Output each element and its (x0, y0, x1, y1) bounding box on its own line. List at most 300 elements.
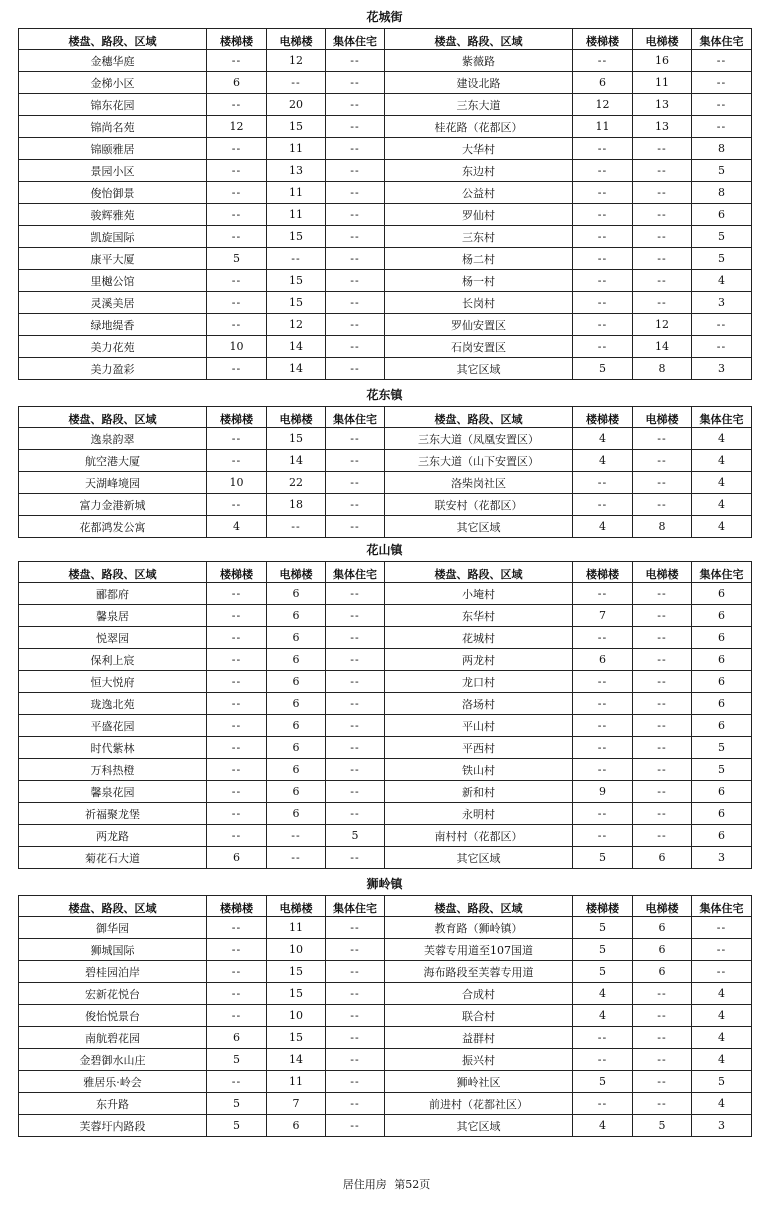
value-cell: 5 (207, 248, 267, 270)
value-cell: -- (326, 1049, 385, 1071)
value-cell: -- (633, 1093, 692, 1115)
area-name-cell: 平西村 (385, 737, 573, 759)
value-cell: -- (267, 847, 326, 869)
value-cell: -- (633, 803, 692, 825)
value-cell: -- (573, 138, 633, 160)
value-cell: 3 (692, 292, 752, 314)
value-cell: 6 (267, 781, 326, 803)
value-cell: -- (633, 472, 692, 494)
area-name-cell: 花都鸿发公寓 (19, 516, 207, 538)
value-cell: 5 (692, 160, 752, 182)
value-cell: -- (207, 50, 267, 72)
value-cell: 8 (692, 182, 752, 204)
value-cell: -- (633, 270, 692, 292)
area-name-cell: 三东大道 (385, 94, 573, 116)
value-cell: -- (207, 226, 267, 248)
table-row (19, 605, 752, 627)
value-cell: -- (633, 983, 692, 1005)
value-cell: -- (633, 693, 692, 715)
value-cell: -- (207, 1005, 267, 1027)
value-cell: -- (207, 270, 267, 292)
value-cell: -- (326, 336, 385, 358)
area-name-cell: 三东村 (385, 226, 573, 248)
area-name-cell: 骏辉雅苑 (19, 204, 207, 226)
column-header: 楼盘、路段、区域 (19, 407, 207, 428)
table-row (19, 270, 752, 292)
value-cell: 4 (692, 428, 752, 450)
table-row (19, 693, 752, 715)
value-cell: -- (573, 182, 633, 204)
value-cell: -- (573, 1027, 633, 1049)
area-name-cell: 芙蓉专用道至107国道 (385, 939, 573, 961)
value-cell: 5 (326, 825, 385, 847)
value-cell: -- (207, 627, 267, 649)
area-name-cell: 御华园 (19, 917, 207, 939)
value-cell: 4 (692, 1093, 752, 1115)
value-cell: -- (326, 715, 385, 737)
value-cell: -- (326, 693, 385, 715)
value-cell: -- (573, 671, 633, 693)
area-name-cell: 联合村 (385, 1005, 573, 1027)
value-cell: -- (326, 1115, 385, 1137)
value-cell: -- (573, 292, 633, 314)
value-cell: -- (207, 825, 267, 847)
area-name-cell: 合成村 (385, 983, 573, 1005)
area-name-cell: 凯旋国际 (19, 226, 207, 248)
value-cell: -- (207, 737, 267, 759)
table-row (19, 847, 752, 869)
section-title: 花东镇 (366, 388, 403, 402)
value-cell: 14 (267, 358, 326, 380)
area-name-cell: 东华村 (385, 605, 573, 627)
area-name-cell: 天湖峰境园 (19, 472, 207, 494)
header-row (19, 562, 752, 583)
value-cell: 4 (692, 983, 752, 1005)
value-cell: 15 (267, 270, 326, 292)
table-row (19, 917, 752, 939)
value-cell: 14 (267, 450, 326, 472)
value-cell: 6 (267, 583, 326, 605)
area-name-cell: 两龙村 (385, 649, 573, 671)
value-cell: -- (326, 226, 385, 248)
value-cell: -- (207, 428, 267, 450)
value-cell: -- (326, 248, 385, 270)
area-name-cell: 美力花苑 (19, 336, 207, 358)
area-name-cell: 时代紫林 (19, 737, 207, 759)
value-cell: -- (692, 314, 752, 336)
value-cell: -- (573, 737, 633, 759)
table-row (19, 759, 752, 781)
area-name-cell: 逸泉韵翠 (19, 428, 207, 450)
value-cell: -- (326, 759, 385, 781)
value-cell: -- (326, 983, 385, 1005)
column-header: 楼盘、路段、区域 (385, 29, 573, 50)
header-row (19, 896, 752, 917)
value-cell: 6 (267, 627, 326, 649)
value-cell: 5 (573, 1071, 633, 1093)
value-cell: -- (207, 649, 267, 671)
value-cell: -- (326, 204, 385, 226)
value-cell: -- (633, 494, 692, 516)
table-row (19, 737, 752, 759)
area-name-cell: 金梯小区 (19, 72, 207, 94)
area-name-cell: 建设北路 (385, 72, 573, 94)
table-row (19, 50, 752, 72)
section-huadong (18, 388, 751, 538)
value-cell: 6 (633, 917, 692, 939)
area-name-cell: 康平大厦 (19, 248, 207, 270)
section-title: 花城街 (366, 10, 403, 24)
value-cell: 4 (573, 516, 633, 538)
value-cell: 6 (267, 759, 326, 781)
area-name-cell: 碧桂园泊岸 (19, 961, 207, 983)
area-name-cell: 罗仙村 (385, 204, 573, 226)
area-name-cell: 狮城国际 (19, 939, 207, 961)
value-cell: 14 (633, 336, 692, 358)
header-row (19, 29, 752, 50)
column-header: 集体住宅 (326, 562, 385, 583)
table-row (19, 671, 752, 693)
value-cell: 9 (573, 781, 633, 803)
value-cell: 5 (692, 1071, 752, 1093)
value-cell: -- (573, 1093, 633, 1115)
column-header: 集体住宅 (326, 407, 385, 428)
column-header: 电梯楼 (267, 407, 326, 428)
value-cell: -- (326, 605, 385, 627)
column-header: 集体住宅 (326, 896, 385, 917)
area-name-cell: 锦颐雅居 (19, 138, 207, 160)
section-huashan (18, 543, 751, 869)
value-cell: -- (573, 715, 633, 737)
value-cell: -- (692, 939, 752, 961)
table-row (19, 1093, 752, 1115)
table-row (19, 715, 752, 737)
value-cell: 4 (573, 450, 633, 472)
area-name-cell: 景园小区 (19, 160, 207, 182)
area-name-cell: 灵溪美居 (19, 292, 207, 314)
column-header: 楼盘、路段、区域 (385, 562, 573, 583)
column-header: 楼梯楼 (207, 896, 267, 917)
value-cell: -- (207, 182, 267, 204)
value-cell: 6 (692, 583, 752, 605)
table-row (19, 428, 752, 450)
area-name-cell: 俊怡悦景台 (19, 1005, 207, 1027)
table-row (19, 1005, 752, 1027)
value-cell: 15 (267, 226, 326, 248)
value-cell: 6 (692, 715, 752, 737)
area-name-cell: 龙口村 (385, 671, 573, 693)
value-cell: 11 (573, 116, 633, 138)
value-cell: 4 (573, 428, 633, 450)
area-name-cell: 祈福聚龙堡 (19, 803, 207, 825)
area-name-cell: 长岗村 (385, 292, 573, 314)
value-cell: 6 (267, 693, 326, 715)
value-cell: 5 (692, 759, 752, 781)
value-cell: 6 (633, 847, 692, 869)
value-cell: 6 (692, 671, 752, 693)
area-name-cell: 俊怡御景 (19, 182, 207, 204)
table-row (19, 138, 752, 160)
value-cell: -- (326, 847, 385, 869)
value-cell: -- (267, 72, 326, 94)
value-cell: -- (207, 450, 267, 472)
value-cell: -- (326, 1005, 385, 1027)
table-row (19, 1115, 752, 1137)
value-cell: 8 (633, 358, 692, 380)
value-cell: -- (573, 204, 633, 226)
area-name-cell: 悦翠园 (19, 627, 207, 649)
value-cell: -- (326, 182, 385, 204)
area-name-cell: 南航碧花园 (19, 1027, 207, 1049)
value-cell: -- (573, 248, 633, 270)
value-cell: -- (207, 759, 267, 781)
area-name-cell: 洛柴岗社区 (385, 472, 573, 494)
data-table (18, 895, 752, 1137)
value-cell: -- (207, 358, 267, 380)
table-row (19, 182, 752, 204)
value-cell: 15 (267, 428, 326, 450)
header-row (19, 407, 752, 428)
value-cell: -- (207, 94, 267, 116)
value-cell: -- (573, 1049, 633, 1071)
value-cell: -- (326, 649, 385, 671)
column-header: 集体住宅 (692, 407, 752, 428)
area-name-cell: 平山村 (385, 715, 573, 737)
value-cell: -- (326, 358, 385, 380)
area-name-cell: 永明村 (385, 803, 573, 825)
value-cell: 4 (573, 1005, 633, 1027)
value-cell: 20 (267, 94, 326, 116)
value-cell: 5 (692, 737, 752, 759)
table-row (19, 961, 752, 983)
value-cell: -- (267, 825, 326, 847)
value-cell: 6 (633, 961, 692, 983)
table-row (19, 314, 752, 336)
value-cell: 4 (692, 450, 752, 472)
area-name-cell: 洛场村 (385, 693, 573, 715)
value-cell: -- (326, 1093, 385, 1115)
value-cell: -- (326, 627, 385, 649)
value-cell: -- (326, 160, 385, 182)
area-name-cell: 里樾公馆 (19, 270, 207, 292)
value-cell: -- (207, 961, 267, 983)
value-cell: -- (326, 516, 385, 538)
value-cell: -- (573, 50, 633, 72)
value-cell: -- (207, 983, 267, 1005)
table-row (19, 627, 752, 649)
value-cell: 11 (267, 138, 326, 160)
value-cell: -- (573, 314, 633, 336)
value-cell: -- (326, 314, 385, 336)
column-header: 楼梯楼 (573, 29, 633, 50)
area-name-cell: 两龙路 (19, 825, 207, 847)
area-name-cell: 芙蓉圩内路段 (19, 1115, 207, 1137)
area-name-cell: 东边村 (385, 160, 573, 182)
column-header: 楼梯楼 (207, 407, 267, 428)
value-cell: 12 (633, 314, 692, 336)
area-name-cell: 其它区域 (385, 516, 573, 538)
value-cell: -- (207, 715, 267, 737)
value-cell: 18 (267, 494, 326, 516)
value-cell: -- (633, 248, 692, 270)
value-cell: 5 (573, 358, 633, 380)
value-cell: 5 (207, 1115, 267, 1137)
value-cell: 6 (267, 649, 326, 671)
column-header: 集体住宅 (692, 562, 752, 583)
value-cell: -- (326, 428, 385, 450)
value-cell: 6 (267, 671, 326, 693)
area-name-cell: 航空港大厦 (19, 450, 207, 472)
value-cell: -- (633, 715, 692, 737)
area-name-cell: 益群村 (385, 1027, 573, 1049)
value-cell: -- (573, 803, 633, 825)
value-cell: -- (326, 494, 385, 516)
table-row (19, 781, 752, 803)
value-cell: 6 (267, 803, 326, 825)
value-cell: 3 (692, 847, 752, 869)
column-header: 楼梯楼 (573, 562, 633, 583)
area-name-cell: 教育路（狮岭镇） (385, 917, 573, 939)
value-cell: 15 (267, 1027, 326, 1049)
area-name-cell: 铁山村 (385, 759, 573, 781)
value-cell: -- (633, 781, 692, 803)
value-cell: 3 (692, 358, 752, 380)
table-row (19, 1027, 752, 1049)
value-cell: 6 (573, 72, 633, 94)
table-row (19, 72, 752, 94)
table-row (19, 160, 752, 182)
value-cell: 4 (692, 516, 752, 538)
value-cell: -- (326, 50, 385, 72)
area-name-cell: 保利上宸 (19, 649, 207, 671)
value-cell: 15 (267, 292, 326, 314)
table-row (19, 358, 752, 380)
area-name-cell: 富力金港新城 (19, 494, 207, 516)
value-cell: -- (326, 671, 385, 693)
value-cell: -- (633, 182, 692, 204)
value-cell: -- (267, 516, 326, 538)
value-cell: 6 (267, 605, 326, 627)
table-row (19, 516, 752, 538)
area-name-cell: 珑逸北苑 (19, 693, 207, 715)
column-header: 电梯楼 (267, 562, 326, 583)
area-name-cell: 小埯村 (385, 583, 573, 605)
value-cell: 14 (267, 1049, 326, 1071)
table-row (19, 94, 752, 116)
area-name-cell: 罗仙安置区 (385, 314, 573, 336)
value-cell: -- (326, 472, 385, 494)
section-huacheng (18, 10, 751, 380)
value-cell: 10 (267, 1005, 326, 1027)
value-cell: -- (207, 292, 267, 314)
column-header: 集体住宅 (692, 29, 752, 50)
value-cell: 6 (267, 737, 326, 759)
value-cell: 12 (573, 94, 633, 116)
column-header: 楼盘、路段、区域 (19, 896, 207, 917)
table-row (19, 983, 752, 1005)
area-name-cell: 联安村（花都区） (385, 494, 573, 516)
value-cell: -- (633, 825, 692, 847)
value-cell: 4 (692, 494, 752, 516)
value-cell: -- (692, 336, 752, 358)
value-cell: 12 (207, 116, 267, 138)
value-cell: -- (207, 494, 267, 516)
value-cell: 6 (692, 605, 752, 627)
value-cell: -- (326, 116, 385, 138)
value-cell: 6 (692, 204, 752, 226)
value-cell: -- (573, 472, 633, 494)
value-cell: 3 (692, 1115, 752, 1137)
column-header: 电梯楼 (267, 29, 326, 50)
value-cell: -- (326, 1027, 385, 1049)
value-cell: -- (573, 825, 633, 847)
area-name-cell: 其它区域 (385, 847, 573, 869)
value-cell: 11 (267, 204, 326, 226)
value-cell: -- (326, 270, 385, 292)
value-cell: -- (326, 737, 385, 759)
column-header: 楼梯楼 (207, 29, 267, 50)
value-cell: 8 (633, 516, 692, 538)
area-name-cell: 振兴村 (385, 1049, 573, 1071)
table-row (19, 649, 752, 671)
value-cell: 4 (692, 1005, 752, 1027)
value-cell: 13 (633, 116, 692, 138)
column-header: 集体住宅 (692, 896, 752, 917)
value-cell: 16 (633, 50, 692, 72)
value-cell: 11 (267, 917, 326, 939)
area-name-cell: 恒大悦府 (19, 671, 207, 693)
value-cell: 5 (207, 1093, 267, 1115)
value-cell: 6 (692, 627, 752, 649)
value-cell: -- (573, 336, 633, 358)
value-cell: 6 (633, 939, 692, 961)
value-cell: -- (633, 160, 692, 182)
value-cell: -- (633, 737, 692, 759)
value-cell: -- (207, 583, 267, 605)
value-cell: -- (633, 428, 692, 450)
section-title: 花山镇 (366, 543, 403, 557)
column-header: 楼梯楼 (573, 896, 633, 917)
data-table (18, 561, 752, 869)
value-cell: 13 (267, 160, 326, 182)
value-cell: 11 (633, 72, 692, 94)
value-cell: -- (573, 270, 633, 292)
area-name-cell: 公益村 (385, 182, 573, 204)
table-row (19, 204, 752, 226)
value-cell: 7 (267, 1093, 326, 1115)
value-cell: 10 (267, 939, 326, 961)
area-name-cell: 海布路段至芙蓉专用道 (385, 961, 573, 983)
value-cell: 5 (207, 1049, 267, 1071)
area-name-cell: 平盛花园 (19, 715, 207, 737)
table-row (19, 248, 752, 270)
table-row (19, 292, 752, 314)
value-cell: -- (207, 160, 267, 182)
area-name-cell: 其它区域 (385, 1115, 573, 1137)
value-cell: -- (207, 693, 267, 715)
value-cell: 10 (207, 336, 267, 358)
value-cell: 4 (573, 983, 633, 1005)
value-cell: -- (692, 116, 752, 138)
area-name-cell: 菊花石大道 (19, 847, 207, 869)
value-cell: -- (326, 961, 385, 983)
footer-label: 居住用房 (342, 1178, 387, 1191)
value-cell: -- (633, 1071, 692, 1093)
area-name-cell: 桂花路（花都区） (385, 116, 573, 138)
area-name-cell: 三东大道（凤凰安置区） (385, 428, 573, 450)
value-cell: -- (633, 1005, 692, 1027)
area-name-cell: 绿地缇香 (19, 314, 207, 336)
